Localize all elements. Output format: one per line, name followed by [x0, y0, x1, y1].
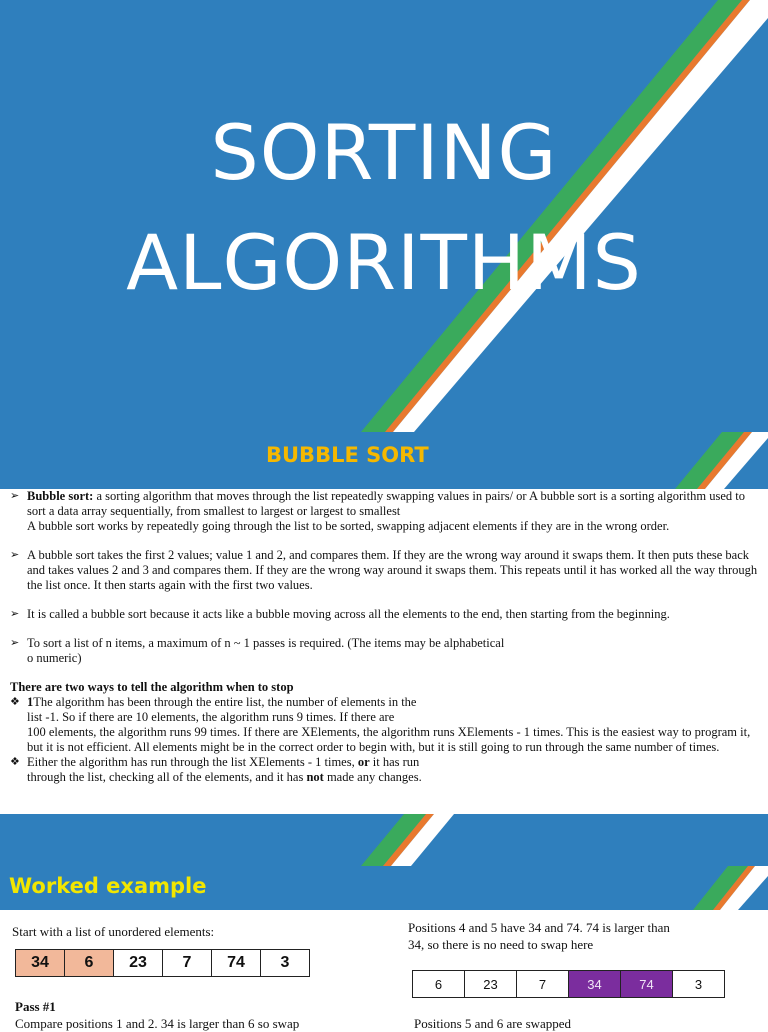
bubble-sort-term: Bubble sort: [27, 489, 94, 503]
stop-2-not: not [306, 770, 324, 784]
divider-banner [0, 814, 768, 866]
start-text: Start with a list of unordered elements: [12, 924, 215, 939]
process-text: A bubble sort takes the first 2 values; value 1 and 2, and compares them. If they are the wrong way around it swaps them. It then puts these back and takes values 2 and 3 and compares them. If they are the wrong way around it swaps them. This repeats until it has worked all the way through the list once. It then starts again with the first two values. [27, 548, 758, 592]
arrow-bullet-icon: ➢ [10, 608, 20, 620]
bullet-name-origin [10, 607, 762, 622]
pass-text: Compare positions 1 and 2. 34 is larger than 6 so swap [15, 1016, 300, 1031]
bullet-definition [10, 489, 762, 534]
arrow-bullet-icon: ➢ [10, 490, 20, 502]
array-cell: 34 [16, 950, 65, 977]
array-cell: 7 [163, 950, 212, 977]
name-origin-text: It is called a bubble sort because it acts like a bubble moving across all the elements to the end, then starting from the beginning. [27, 607, 670, 621]
diagonal-stripes [0, 814, 768, 866]
stop-conditions-title: There are two ways to tell the algorithm when to stop [10, 680, 294, 694]
stop-1-line-2: list -1. So if there are 10 elements, the algorithm runs 9 times. If there are [27, 710, 395, 724]
stop-1-rest: 100 elements, the algorithm runs 99 times. If there are XElements, the algorithm runs XElements - 1 times. This is the easiest way to program it, but it is not efficient. All elements might be in the correct order to begin with, but it is still going to run through the same number of times. [27, 725, 751, 754]
stop-2-text-d: made any changes. [323, 770, 422, 784]
stop-condition-1 [10, 695, 762, 755]
stop-2-text-b: it has run [369, 755, 420, 769]
array-cell: 34 [569, 971, 621, 998]
array-cell: 3 [673, 971, 725, 998]
array-cell: 7 [517, 971, 569, 998]
pass-label: Pass #1 [15, 999, 56, 1014]
array-cell: 23 [114, 950, 163, 977]
array-cell: 74 [212, 950, 261, 977]
stop-condition-number: 1 [27, 695, 34, 709]
diamond-bullet-icon: ❖ [10, 756, 20, 768]
bullet-process [10, 548, 762, 593]
bullet-passes [10, 636, 762, 666]
right-line-2: 34, so there is no need to swap here [408, 937, 594, 952]
array-cell: 3 [261, 950, 310, 977]
partially-sorted-array [412, 970, 725, 998]
arrow-bullet-icon: ➢ [10, 549, 20, 561]
unordered-array [15, 949, 310, 977]
stop-2-or: or [357, 755, 370, 769]
title-line-2: ALGORITHMS [126, 218, 642, 307]
array-cell: 74 [621, 971, 673, 998]
bubble-sort-notes [10, 489, 762, 785]
bubble-sort-heading: BUBBLE SORT [266, 443, 429, 467]
definition-text: a sorting algorithm that moves through the list repeatedly swapping values in pairs/ or A bubble sort is a sorting algorithm used to sort a data array sequentially, from smallest to largest or largest to smallest [27, 489, 745, 518]
array-cell: 23 [465, 971, 517, 998]
stop-2-text-a: Either the algorithm has run through the list XElements - 1 times, [27, 755, 358, 769]
right-line-1: Positions 4 and 5 have 34 and 74. 74 is larger than [408, 920, 670, 935]
definition-second: A bubble sort works by repeatedly going through the list to be sorted, swapping adjacent elements if they are in the wrong order. [27, 519, 670, 533]
array-cell: 6 [413, 971, 465, 998]
arrow-bullet-icon: ➢ [10, 637, 20, 649]
stop-1-line-1: The algorithm has been through the entire list, the number of elements in the [33, 695, 417, 709]
passes-line-2: o numeric) [27, 651, 82, 665]
stop-2-text-c: through the list, checking all of the elements, and it has [27, 770, 307, 784]
title-line-1: SORTING [210, 108, 558, 197]
right-bottom-text: Positions 5 and 6 are swapped [414, 1016, 572, 1031]
array-cell: 6 [65, 950, 114, 977]
diamond-bullet-icon: ❖ [10, 696, 20, 708]
stop-condition-2 [10, 755, 762, 785]
worked-example-heading: Worked example [9, 874, 207, 898]
title-banner [0, 0, 768, 432]
passes-line-1: To sort a list of n items, a maximum of n ~ 1 passes is required. (The items may be alphabetical [27, 636, 505, 650]
diagonal-stripes [0, 0, 768, 432]
